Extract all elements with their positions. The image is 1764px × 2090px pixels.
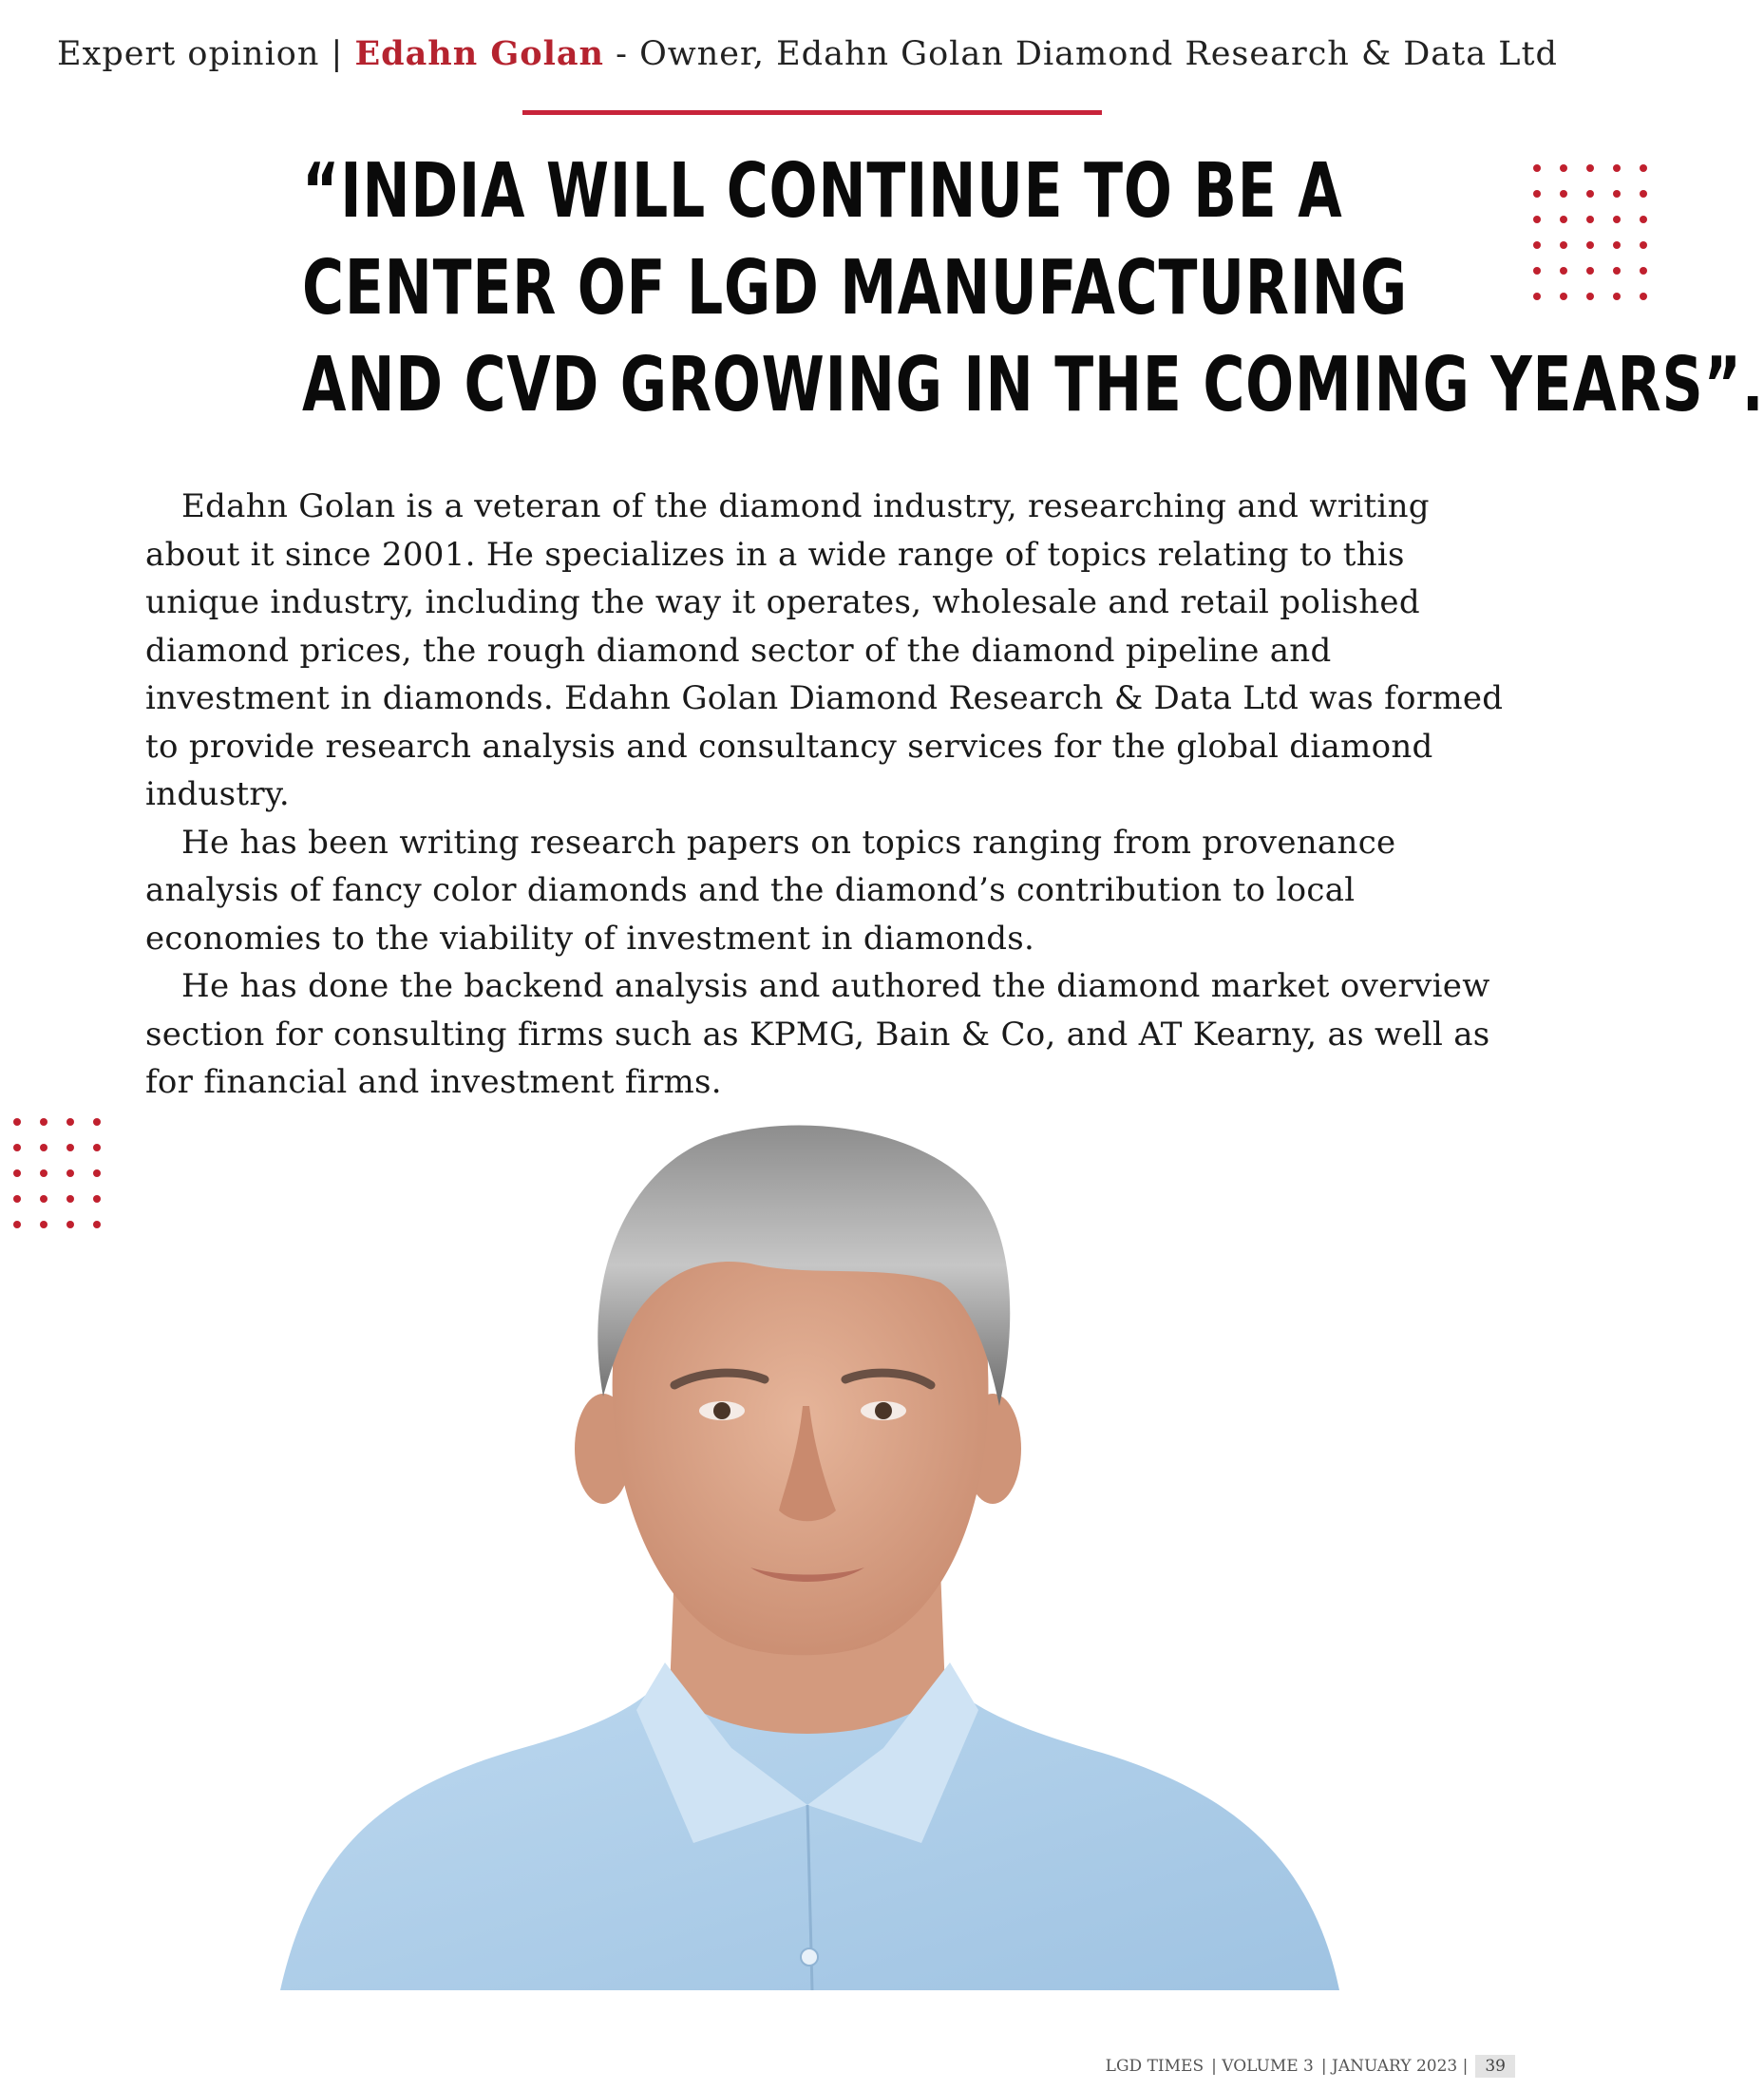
headline-quote — [302, 142, 1764, 433]
article-body — [145, 483, 1504, 1107]
category-label: Expert opinion | — [57, 35, 355, 73]
article-category-line — [0, 34, 1615, 73]
page-number: 39 — [1475, 2055, 1515, 2078]
page-footer — [1106, 2055, 1515, 2078]
author-name: Edahn Golan — [354, 34, 604, 73]
headline-line-1: “INDIA WILL CONTINUE TO BE A — [302, 147, 1343, 235]
author-portrait-photo — [275, 1121, 1349, 1990]
body-paragraph: He has been writing research papers on topics ranging from provenance analysis of fancy color diamonds and the diamond’s contribution to local economies to the viability of investment in diamonds. — [145, 823, 1396, 958]
headline-line-2: CENTER OF LGD MANUFACTURING — [302, 244, 1408, 332]
headline-line-3: AND CVD GROWING IN THE COMING YEARS”. — [302, 341, 1764, 428]
body-paragraph: He has done the backend analysis and authored the diamond market overview section for consulting firms such as KPMG, Bain & Co, and AT Kearny, as well as for financial and investment firms. — [145, 967, 1490, 1101]
author-title: - Owner, Edahn Golan Diamond Research & Data Ltd — [604, 35, 1558, 73]
volume-label: | VOLUME 3 — [1211, 2057, 1314, 2076]
publication-name: LGD TIMES — [1105, 2057, 1204, 2076]
header-divider — [522, 110, 1102, 115]
body-paragraph: Edahn Golan is a veteran of the diamond industry, researching and writing about it since 2001. He specializes in a wide range of topics relating to this unique industry, including the way it operates, wholesale and retail polished diamond prices, the rough diamond sector of the diamond pipeline and investment in diamonds. Edahn Golan Diamond Research & Data Ltd was formed to provide research analysis and consultancy services for the global diamond industry. — [145, 487, 1504, 813]
decorative-dot-grid-right — [1533, 164, 1648, 300]
decorative-dot-grid-left — [0, 1118, 102, 1228]
issue-date: | JANUARY 2023 | — [1320, 2057, 1469, 2076]
